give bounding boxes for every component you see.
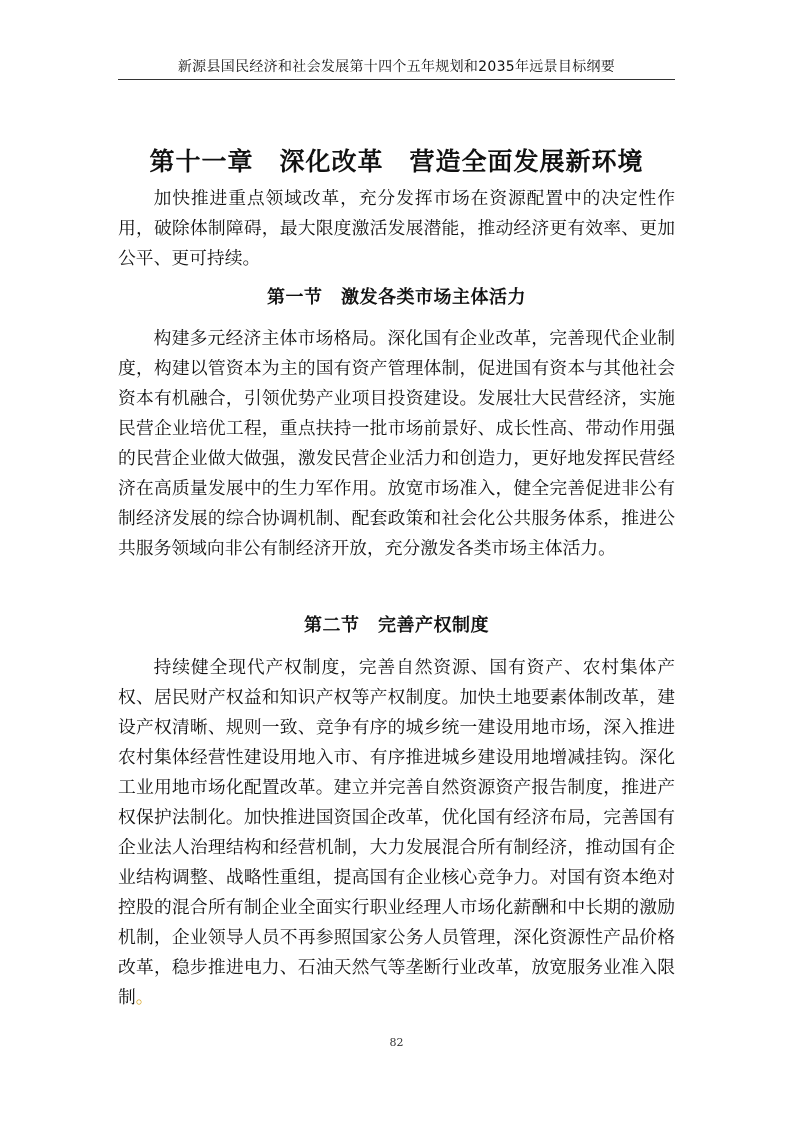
section-title-2: 第二节 完善产权制度 [304, 615, 489, 636]
section-1-paragraph: 构建多元经济主体市场格局。深化国有企业改革，完善现代企业制度，构建以管资本为主的国有资产管理体制，促进国有资本与其他社会资本有机融合，引领优势产业项目投资建设。发展壮大民营经济，实施民营企业培优工程，重点扶持一批市场前景好、成长性高、带动作用强的民营企业做大做强，激发民营企业活力和创造力，更好地发挥民营经济在高质量发展中的生力军作用。放宽市场准入，健全完善促进非公有制经济发展的综合协调机制、配套政策和社会化公共服务体系，推进公共服务领域向非公有制经济开放，充分激发各类市场主体活力。 [118, 328, 675, 559]
running-header: 新源县国民经济和社会发展第十四个五年规划和2035年远景目标纲要 [177, 59, 616, 75]
section-title-1: 第一节 激发各类市场主体活力 [267, 287, 526, 308]
header-divider [118, 79, 675, 80]
chapter-title: 第十一章 深化改革 营造全面发展新环境 [149, 147, 644, 176]
page-number: 82 [389, 1036, 404, 1049]
chapter-intro-paragraph: 加快推进重点领域改革，充分发挥市场在资源配置中的决定性作用，破除体制障碍，最大限度激活发展潜能，推动经济更有效率、更加公平、更可持续。 [118, 188, 675, 269]
section-2-paragraph [118, 653, 675, 1013]
section-2-end-mark: 。 [135, 987, 154, 1008]
section-2-text: 持续健全现代产权制度，完善自然资源、国有资产、农村集体产权、居民财产权益和知识产权等产权制度。加快土地要素体制改革，建设产权清晰、规则一致、竞争有序的城乡统一建设用地市场，深入推进农村集体经营性建设用地入市、有序推进城乡建设用地增减挂钩。深化工业用地市场化配置改革。建立并完善自然资源资产报告制度，推进产权保护法制化。加快推进国资国企改革，优化国有经济布局，完善国有企业法人治理结构和经营机制，大力发展混合所有制经济，推动国有企业结构调整、战略性重组，提高国有企业核心竞争力。对国有资本绝对控股的混合所有制企业全面实行职业经理人市场化薪酬和中长期的激励机制，企业领导人员不再参照国家公务人员管理，深化资源性产品价格改革，稳步推进电力、石油天然气等垄断行业改革，放宽服务业准入限制 [118, 657, 675, 1008]
